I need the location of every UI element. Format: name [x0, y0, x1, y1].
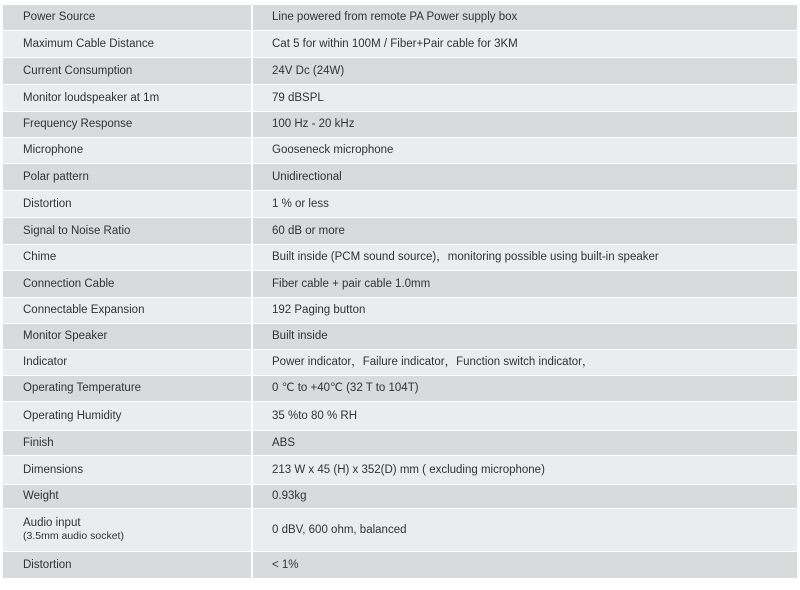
- spec-label: Polar pattern: [3, 164, 252, 191]
- spec-label: [3, 509, 252, 552]
- spec-row-distortion-audio: [3, 552, 797, 579]
- spec-row-indicator: [3, 350, 797, 376]
- spec-row-chime: [3, 245, 797, 271]
- spec-value: < 1%: [252, 552, 797, 579]
- spec-value: Built inside: [252, 324, 797, 350]
- spec-value: Line powered from remote PA Power supply box: [252, 5, 797, 31]
- spec-label: Power Source: [3, 5, 252, 31]
- spec-value: 0 dBV, 600 ohm, balanced: [252, 509, 797, 552]
- spec-value: Cat 5 for within 100M / Fiber+Pair cable for 3KM: [252, 31, 797, 58]
- spec-label: Connection Cable: [3, 271, 252, 298]
- spec-row-max-cable-distance: [3, 31, 797, 58]
- spec-row-audio-input: [3, 509, 797, 552]
- spec-label: Chime: [3, 245, 252, 271]
- spec-value: Gooseneck microphone: [252, 138, 797, 164]
- spec-row-operating-humidity: [3, 402, 797, 431]
- spec-value: 0.93kg: [252, 485, 797, 509]
- spec-label-sub: (3.5mm audio socket): [23, 530, 124, 542]
- spec-label: Signal to Noise Ratio: [3, 218, 252, 245]
- spec-value: 0 ℃ to +40℃ (32 T to 104T): [252, 376, 797, 402]
- spec-value: Built inside (PCM sound source)，monitoring possible using built-in speaker: [252, 245, 797, 271]
- spec-row-current-consumption: [3, 58, 797, 85]
- spec-row-connection-cable: [3, 271, 797, 298]
- spec-value: 35 %to 80 % RH: [252, 402, 797, 431]
- spec-label: Finish: [3, 431, 252, 456]
- spec-value: Unidirectional: [252, 164, 797, 191]
- spec-label: Monitor loudspeaker at 1m: [3, 85, 252, 112]
- spec-row-monitor-speaker: [3, 324, 797, 350]
- spec-label: Distortion: [3, 191, 252, 218]
- spec-row-monitor-loudspeaker: [3, 85, 797, 112]
- spec-label: Distortion: [3, 552, 252, 579]
- specifications-table: [3, 4, 797, 579]
- spec-row-weight: [3, 485, 797, 509]
- spec-value: 1 % or less: [252, 191, 797, 218]
- spec-row-polar-pattern: [3, 164, 797, 191]
- spec-row-finish: [3, 431, 797, 456]
- spec-value: Power indicator，Failure indicator，Function switch indicator，: [252, 350, 797, 376]
- spec-value: 213 W x 45 (H) x 352(D) mm ( excluding microphone): [252, 456, 797, 485]
- spec-value: 60 dB or more: [252, 218, 797, 245]
- spec-row-operating-temperature: [3, 376, 797, 402]
- spec-row-signal-to-noise: [3, 218, 797, 245]
- spec-row-connectable-expansion: [3, 298, 797, 324]
- spec-label: Microphone: [3, 138, 252, 164]
- spec-row-distortion: [3, 191, 797, 218]
- spec-value: 100 Hz - 20 kHz: [252, 112, 797, 138]
- spec-value: Fiber cable + pair cable 1.0mm: [252, 271, 797, 298]
- spec-label: Weight: [3, 485, 252, 509]
- spec-value: 79 dBSPL: [252, 85, 797, 112]
- spec-label: Operating Temperature: [3, 376, 252, 402]
- spec-label: Frequency Response: [3, 112, 252, 138]
- spec-row-microphone: [3, 138, 797, 164]
- spec-label: Current Consumption: [3, 58, 252, 85]
- spec-label: Monitor Speaker: [3, 324, 252, 350]
- spec-row-power-source: [3, 5, 797, 31]
- spec-value: ABS: [252, 431, 797, 456]
- spec-row-frequency-response: [3, 112, 797, 138]
- spec-label: Connectable Expansion: [3, 298, 252, 324]
- spec-label: Maximum Cable Distance: [3, 31, 252, 58]
- spec-value: 192 Paging button: [252, 298, 797, 324]
- spec-label: Operating Humidity: [3, 402, 252, 431]
- spec-value: 24V Dc (24W): [252, 58, 797, 85]
- spec-label: Dimensions: [3, 456, 252, 485]
- spec-label-main: Audio input: [23, 517, 81, 529]
- spec-row-dimensions: [3, 456, 797, 485]
- spec-label: Indicator: [3, 350, 252, 376]
